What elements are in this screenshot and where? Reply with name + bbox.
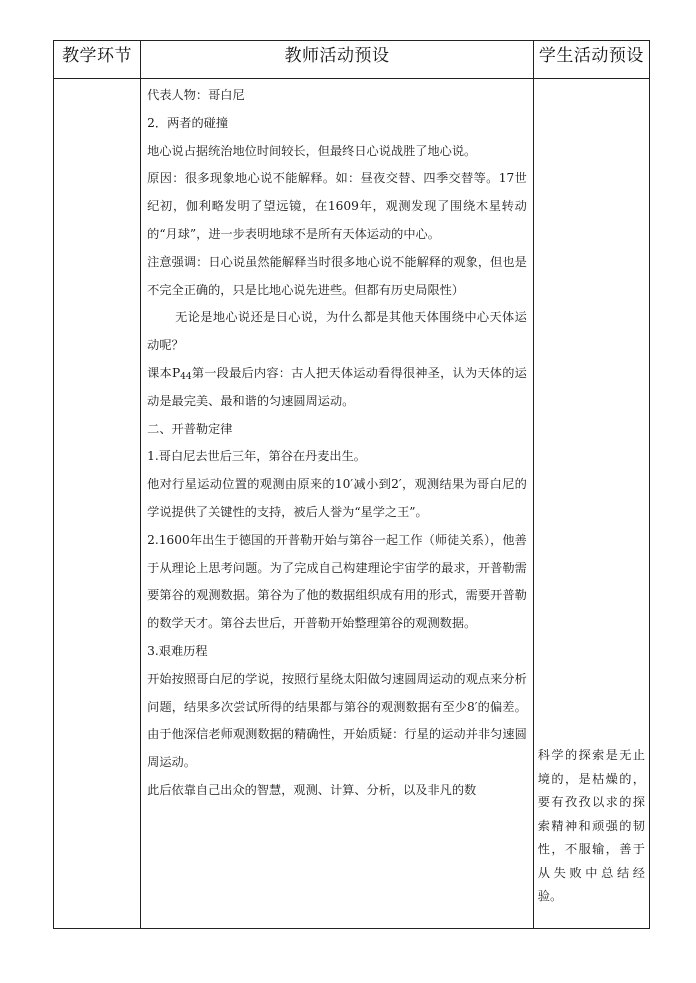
header-teacher-activity: 教师活动预设 (141, 41, 534, 79)
teacher-paragraph: 1.哥白尼去世后三年，第谷在丹麦出生。 (147, 449, 366, 464)
table-body-row (54, 79, 650, 929)
table-header-row (54, 41, 650, 79)
textbook-ref-text: 第一段最后内容：古人把天体运动看得很神圣，认为天体的运动是最完美、最和谐的匀速圆周运动。 (147, 365, 527, 408)
teacher-activity-content (141, 79, 533, 805)
teacher-paragraph: 3.艰难历程 (147, 643, 208, 658)
student-activity-content (534, 79, 649, 928)
teacher-paragraph (147, 360, 527, 416)
student-activity-cell (533, 79, 649, 929)
teacher-paragraph: 此后依靠自己出众的智慧，观测、计算、分析，以及非凡的数 (147, 782, 477, 797)
teaching-stage-cell (54, 79, 141, 929)
header-teaching-stage: 教学环节 (54, 41, 141, 79)
teacher-paragraph: 2．两者的碰撞 (147, 115, 229, 130)
teacher-paragraph: 原因：很多现象地心说不能解释。如：昼夜交替、四季交替等。17世纪初，伽利略发明了望远镜，在1609年，观测发现了围绕木星转动的“月球”，进一步表明地球不是所有天体运动的中心。 (147, 171, 527, 241)
lesson-plan-table (53, 40, 650, 929)
textbook-ref-prefix: 课本P (147, 365, 181, 380)
header-student-activity: 学生活动预设 (533, 41, 649, 79)
teacher-paragraph: 地心说占据统治地位时间较长，但最终日心说战胜了地心说。 (147, 143, 477, 158)
section-heading: 二、开普勒定律 (147, 421, 233, 436)
teacher-paragraph: 无论是地心说还是日心说，为什么都是其他天体围绕中心天体运动呢？ (147, 310, 527, 353)
textbook-page-subscript: 44 (180, 371, 192, 382)
teacher-paragraph: 代表人物：哥白尼 (147, 88, 245, 102)
teacher-activity-cell (141, 79, 534, 929)
teacher-paragraph: 2.1600年出生于德国的开普勒开始与第谷一起工作（师徒关系），他善于从理论上思考问题。为了完成自己构建理论宇宙学的最求，开普勒需要第谷的观测数据。第谷为了他的数据组织成有用的形式，需要开普勒的数学天才。第谷去世后，开普勒开始整理第谷的观测数据。 (147, 532, 527, 631)
teacher-paragraph: 注意强调：日心说虽然能解释当时很多地心说不能解释的观象，但也是不完全正确的，只是比地心说先进些。但都有历史局限性） (147, 254, 527, 297)
student-activity-text: 科学的探索是无止境的，是枯燥的，要有孜孜以求的探索精神和顽强的韧性，不服输，善于从失败中总结经验。 (537, 748, 645, 903)
teacher-paragraph: 开始按照哥白尼的学说，按照行星绕太阳做匀速圆周运动的观点来分析问题，结果多次尝试所得的结果都与第谷的观测数据有至少8′的偏差。由于他深信老师观测数据的精确性，开始质疑：行星的运动并非匀速圆周运动。 (147, 671, 527, 770)
teacher-paragraph: 他对行星运动位置的观测由原来的10′减小到2′，观测结果为哥白尼的学说提供了关键性的支持，被后人誉为“星学之王”。 (147, 477, 527, 519)
